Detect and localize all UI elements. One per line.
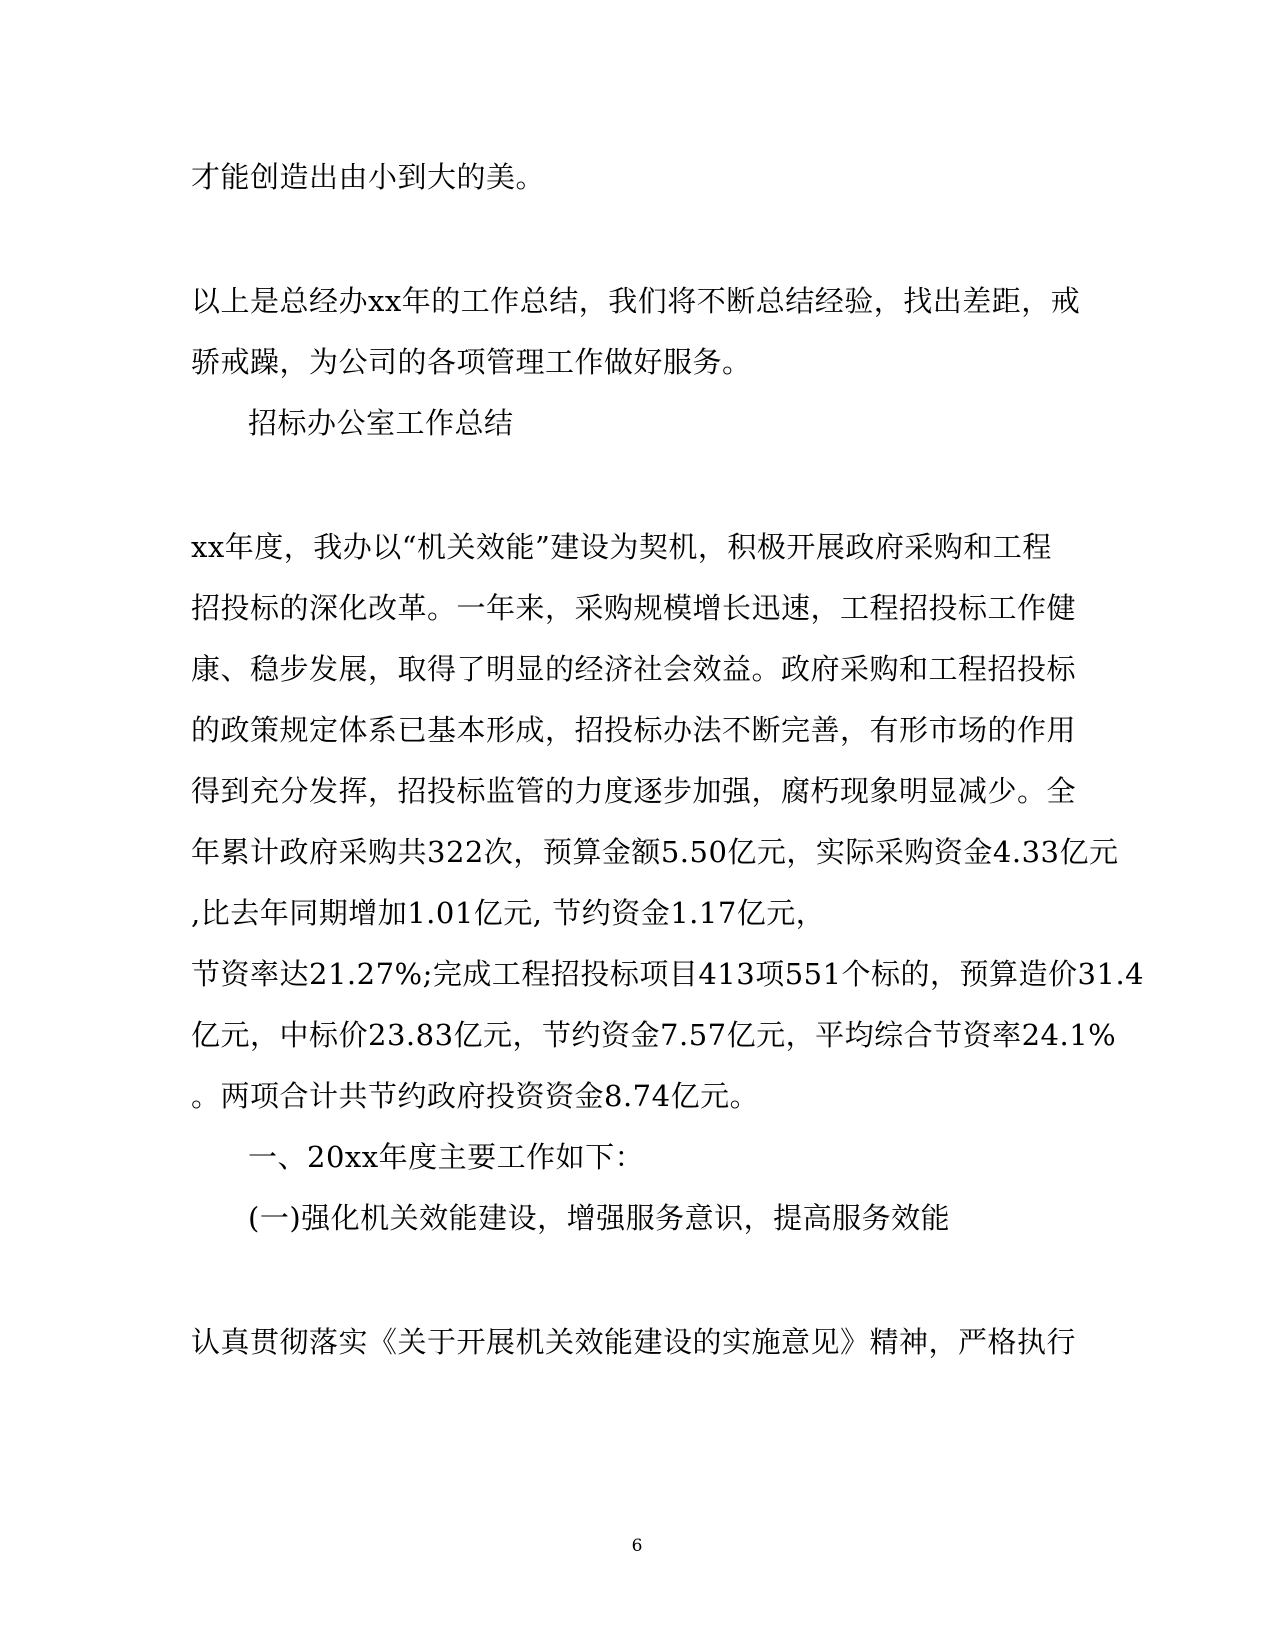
paragraph-line: 以上是总经办xx年的工作总结，我们将不断总结经验，找出差距，戒 (191, 284, 1081, 318)
paragraph-line: xx年度，我办以“机关效能”建设为契机，积极开展政府采购和工程 (191, 530, 1052, 564)
page-number: 6 (631, 1536, 643, 1556)
paragraph-line: 招投标的深化改革。一年来，采购规模增长迅速，工程招投标工作健 (191, 591, 1077, 625)
paragraph-line: ,比去年同期增加1.01亿元, 节约资金1.17亿元， (191, 896, 826, 930)
paragraph-line: 才能创造出由小到大的美。 (191, 160, 546, 194)
section-heading: 招标办公室工作总结 (248, 406, 514, 440)
paragraph-line: 。两项合计共节约政府投资资金8.74亿元。 (191, 1079, 760, 1113)
paragraph-line: 得到充分发挥，招投标监管的力度逐步加强，腐朽现象明显减少。全 (191, 774, 1077, 808)
subsection-heading: 一、20xx年度主要工作如下： (248, 1140, 645, 1174)
subsection-heading: (一)强化机关效能建设，增强服务意识，提高服务效能 (248, 1201, 951, 1235)
paragraph-line: 认真贯彻落实《关于开展机关效能建设的实施意见》精神，严格执行 (191, 1325, 1077, 1359)
paragraph-line: 年累计政府采购共322次，预算金额5.50亿元，实际采购资金4.33亿元 (191, 835, 1119, 869)
paragraph-line: 亿元，中标价23.83亿元，节约资金7.57亿元，平均综合节资率24.1% (191, 1018, 1117, 1052)
paragraph-line: 节资率达21.27%;完成工程招投标项目413项551个标的，预算造价31.4 (191, 957, 1145, 991)
paragraph-line: 骄戒躁，为公司的各项管理工作做好服务。 (191, 345, 752, 379)
paragraph-line: 的政策规定体系已基本形成，招投标办法不断完善，有形市场的作用 (191, 713, 1077, 747)
paragraph-line: 康、稳步发展，取得了明显的经济社会效益。政府采购和工程招投标 (191, 652, 1077, 686)
